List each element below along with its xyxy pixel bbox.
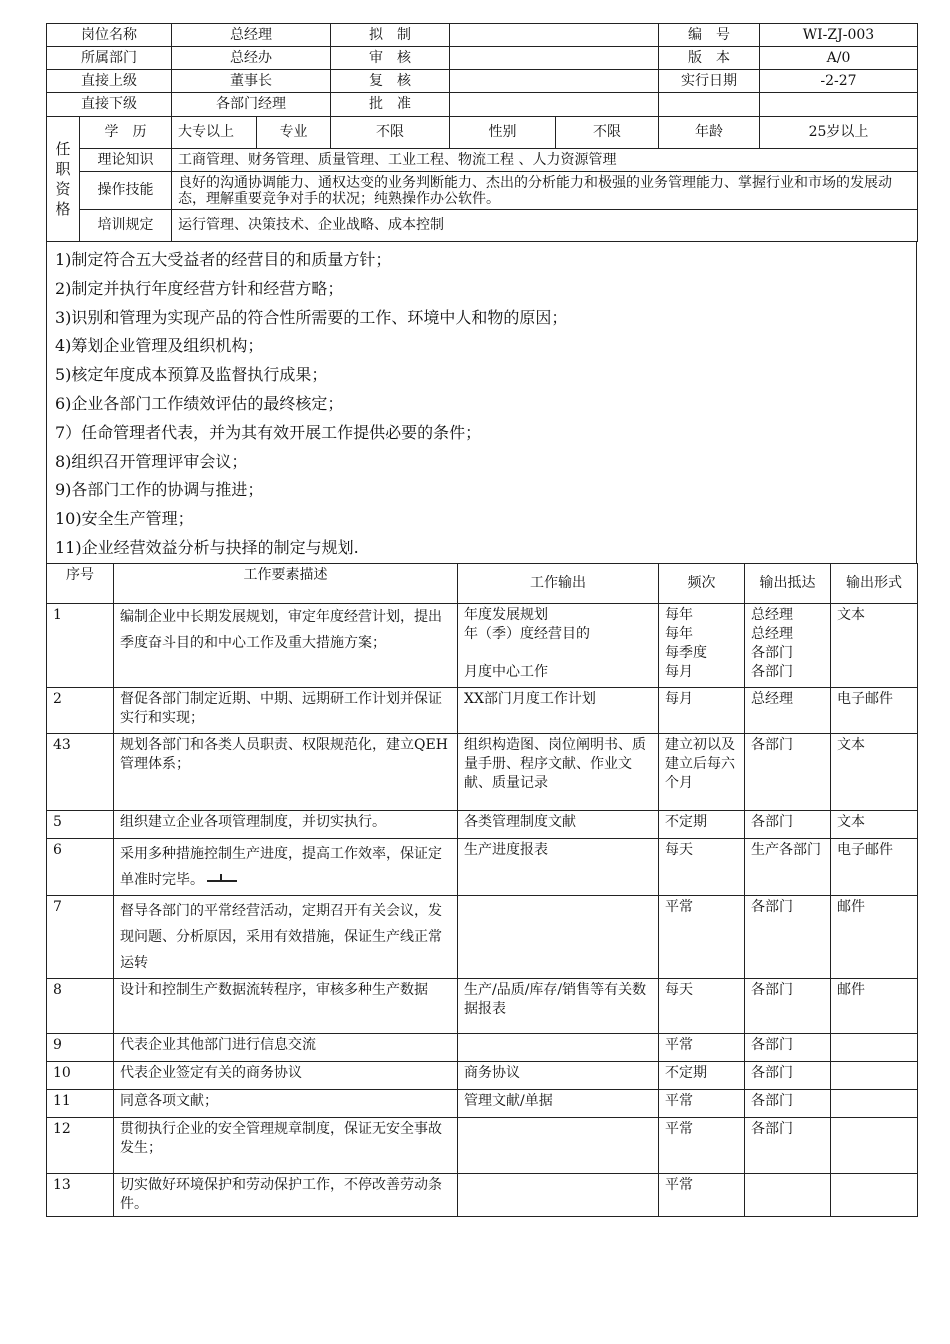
major-value: 不限 [331, 117, 450, 149]
side-label-char: 任 [55, 140, 71, 158]
cell-freq: 每年 每年 每季度 每月 [659, 603, 745, 687]
cell-output [458, 1117, 659, 1173]
header-label: 直接下级 [47, 93, 172, 117]
theory-value: 工商管理、财务管理、质量管理、工业工程、物流工程 、人力资源管理 [172, 149, 918, 172]
cell-desc: 规划各部门和各类人员职责、权限规范化，建立QEH管理体系； [114, 733, 458, 810]
cell-desc: 编制企业中长期发展规划，审定年度经营计划，提出季度奋斗目的和中心工作及重大措施方案； [114, 603, 458, 687]
table-row [47, 1033, 918, 1061]
duty-item: 8)组织召开管理评审会议； [55, 451, 248, 471]
cell-form: 电子邮件 [831, 838, 918, 895]
table-row [47, 1089, 918, 1117]
cell-dest: 各部门 [745, 1089, 831, 1117]
cell-dest [745, 1173, 831, 1216]
header-label: 批 准 [331, 93, 450, 117]
duty-item: 11)企业经营效益分析与抉择的制定与规划. [55, 537, 359, 557]
table-row [47, 895, 918, 978]
cell-desc: 代表企业签定有关的商务协议 [114, 1061, 458, 1089]
cell-desc: 采用多种措施控制生产进度，提高工作效率，保证定单准时完毕。 [114, 838, 458, 895]
qual-row-training [47, 210, 918, 242]
major-label: 专业 [257, 117, 331, 149]
header-row [47, 93, 918, 117]
header-value: WI-ZJ-003 [760, 24, 918, 47]
duty-item: 9)各部门工作的协调与推进； [55, 480, 264, 500]
header-value: 各部门经理 [172, 93, 331, 117]
cell-freq: 每月 [659, 687, 745, 733]
cell-form: 文本 [831, 603, 918, 687]
cell-freq: 不定期 [659, 810, 745, 838]
work-elements-table [46, 563, 918, 1217]
cell-freq: 平常 [659, 1033, 745, 1061]
column-header: 工作要素描述 [114, 563, 458, 603]
training-label: 培训规定 [80, 210, 172, 242]
cell-no: 12 [47, 1117, 114, 1173]
header-label: 实行日期 [659, 70, 760, 93]
cell-freq: 每天 [659, 978, 745, 1033]
cell-desc: 督导各部门的平常经营活动，定期召开有关会议，发现问题、分析原因，采用有效措施，保证生产线正常运转 [114, 895, 458, 978]
table-row [47, 1117, 918, 1173]
cell-form: 文本 [831, 733, 918, 810]
cell-dest: 各部门 [745, 1117, 831, 1173]
cell-output: XX部门月度工作计划 [458, 687, 659, 733]
skill-label: 操作技能 [80, 172, 172, 210]
cell-dest: 各部门 [745, 810, 831, 838]
table-row [47, 687, 918, 733]
cell-form [831, 1033, 918, 1061]
cell-freq: 平常 [659, 1173, 745, 1216]
header-value [450, 70, 659, 93]
duty-item: 4)筹划企业管理及组织机构； [55, 336, 264, 356]
cell-form [831, 1173, 918, 1216]
age-value: 25岁以上 [760, 117, 918, 149]
cell-output: 各类管理制度文献 [458, 810, 659, 838]
table-row [47, 733, 918, 810]
header-label: 审 核 [331, 47, 450, 70]
header-label: 所属部门 [47, 47, 172, 70]
cell-no: 1 [47, 603, 114, 687]
cell-no: 6 [47, 838, 114, 895]
cell-dest: 各部门 [745, 1033, 831, 1061]
cell-desc: 贯彻执行企业的安全管理规章制度，保证无安全事故发生； [114, 1117, 458, 1173]
cell-output [458, 895, 659, 978]
header-row [47, 70, 918, 93]
cell-form: 邮件 [831, 895, 918, 978]
cell-no: 43 [47, 733, 114, 810]
gender-label: 性别 [450, 117, 556, 149]
header-value: 董事长 [172, 70, 331, 93]
header-label: 直接上级 [47, 70, 172, 93]
header-value [450, 24, 659, 47]
cell-freq: 平常 [659, 895, 745, 978]
cell-output [458, 1173, 659, 1216]
cell-output: 生产/品质/库存/销售等有关数据报表 [458, 978, 659, 1033]
cell-freq: 平常 [659, 1089, 745, 1117]
cell-output: 年度发展规划 年（季）度经营目的 月度中心工作 [458, 603, 659, 687]
side-label-char: 资 [55, 180, 71, 198]
table-row [47, 1173, 918, 1216]
qual-row-skill [47, 172, 918, 210]
cell-no: 9 [47, 1033, 114, 1061]
cell-output: 商务协议 [458, 1061, 659, 1089]
qual-row-theory [47, 149, 918, 172]
duty-item: 6)企业各部门工作绩效评估的最终核定； [55, 393, 344, 413]
cell-form [831, 1061, 918, 1089]
duty-item: 2)制定并执行年度经营方针和经营方略； [55, 278, 344, 298]
column-header: 频次 [659, 563, 745, 603]
cell-no: 5 [47, 810, 114, 838]
age-label: 年龄 [659, 117, 760, 149]
header-value: -2-27 [760, 70, 918, 93]
cell-output [458, 1033, 659, 1061]
cell-no: 8 [47, 978, 114, 1033]
pen-mark-icon [207, 880, 237, 882]
table-row [47, 1061, 918, 1089]
job-description-document [46, 23, 917, 1217]
column-header: 工作输出 [458, 563, 659, 603]
cell-dest: 各部门 [745, 978, 831, 1033]
cell-dest: 总经理 总经理 各部门 各部门 [745, 603, 831, 687]
header-row [47, 24, 918, 47]
header-value: 总经办 [172, 47, 331, 70]
side-label-char: 格 [55, 200, 71, 218]
header-row [47, 47, 918, 70]
header-value [760, 93, 918, 117]
cell-no: 10 [47, 1061, 114, 1089]
cell-desc: 同意各项文献； [114, 1089, 458, 1117]
cell-dest: 总经理 [745, 687, 831, 733]
cell-output: 生产进度报表 [458, 838, 659, 895]
cell-dest: 各部门 [745, 733, 831, 810]
qual-row-education [47, 117, 918, 149]
table-row [47, 603, 918, 687]
cell-dest: 各部门 [745, 1061, 831, 1089]
duties-section [46, 242, 917, 563]
column-header: 输出形式 [831, 563, 918, 603]
cell-desc: 组织建立企业各项管理制度，并切实执行。 [114, 810, 458, 838]
header-value: 总经理 [172, 24, 331, 47]
work-table-header [47, 563, 918, 603]
cell-freq: 平常 [659, 1117, 745, 1173]
cell-no: 13 [47, 1173, 114, 1216]
cell-freq: 建立初以及建立后每六个月 [659, 733, 745, 810]
header-label: 编 号 [659, 24, 760, 47]
header-label: 版 本 [659, 47, 760, 70]
skill-value: 良好的沟通协调能力、通权达变的业务判断能力、杰出的分析能力和极强的业务管理能力、掌握行业和市场的发展动态，理解重要竞争对手的状况；纯熟操作办公软件。 [172, 172, 918, 210]
duty-item: 1)制定符合五大受益者的经营目的和质量方针； [55, 250, 392, 269]
cell-freq: 每天 [659, 838, 745, 895]
cell-form [831, 1117, 918, 1173]
training-value: 运行管理、决策技术、企业战略、成本控制 [172, 210, 918, 242]
table-row [47, 810, 918, 838]
header-label [659, 93, 760, 117]
table-row [47, 978, 918, 1033]
cell-desc: 代表企业其他部门进行信息交流 [114, 1033, 458, 1061]
gender-value: 不限 [556, 117, 659, 149]
education-value: 大专以上 [172, 117, 257, 149]
cell-form: 文本 [831, 810, 918, 838]
cell-no: 11 [47, 1089, 114, 1117]
cell-dest: 各部门 [745, 895, 831, 978]
table-row [47, 838, 918, 895]
cell-desc: 设计和控制生产数据流转程序，审核多种生产数据 [114, 978, 458, 1033]
duty-item: 7）任命管理者代表，并为其有效开展工作提供必要的条件； [55, 422, 482, 442]
duty-item: 3)识别和管理为实现产品的符合性所需要的工作、环境中人和物的原因； [55, 307, 568, 327]
header-label: 复 核 [331, 70, 450, 93]
duty-item: 10)安全生产管理； [55, 509, 194, 529]
cell-desc: 督促各部门制定近期、中期、远期研工作计划并保证实行和实现； [114, 687, 458, 733]
side-label-char: 职 [55, 160, 71, 178]
theory-label: 理论知识 [80, 149, 172, 172]
qualification-side-label [47, 117, 80, 242]
cell-form [831, 1089, 918, 1117]
cell-output: 组织构造图、岗位阐明书、质量手册、程序文献、作业文献、质量记录 [458, 733, 659, 810]
header-label: 岗位名称 [47, 24, 172, 47]
header-value [450, 93, 659, 117]
cell-form: 电子邮件 [831, 687, 918, 733]
education-label: 学 历 [80, 117, 172, 149]
cell-no: 2 [47, 687, 114, 733]
duty-item: 5)核定年度成本预算及监督执行成果； [55, 365, 328, 385]
cell-freq: 不定期 [659, 1061, 745, 1089]
header-value: A/0 [760, 47, 918, 70]
cell-desc: 切实做好环境保护和劳动保护工作，不停改善劳动条件。 [114, 1173, 458, 1216]
cell-no: 7 [47, 895, 114, 978]
column-header: 序号 [47, 563, 114, 603]
cell-dest: 生产各部门 [745, 838, 831, 895]
job-header-table [46, 23, 918, 242]
column-header: 输出抵达 [745, 563, 831, 603]
header-value [450, 47, 659, 70]
cell-output: 管理文献/单据 [458, 1089, 659, 1117]
cell-form: 邮件 [831, 978, 918, 1033]
header-label: 拟 制 [331, 24, 450, 47]
